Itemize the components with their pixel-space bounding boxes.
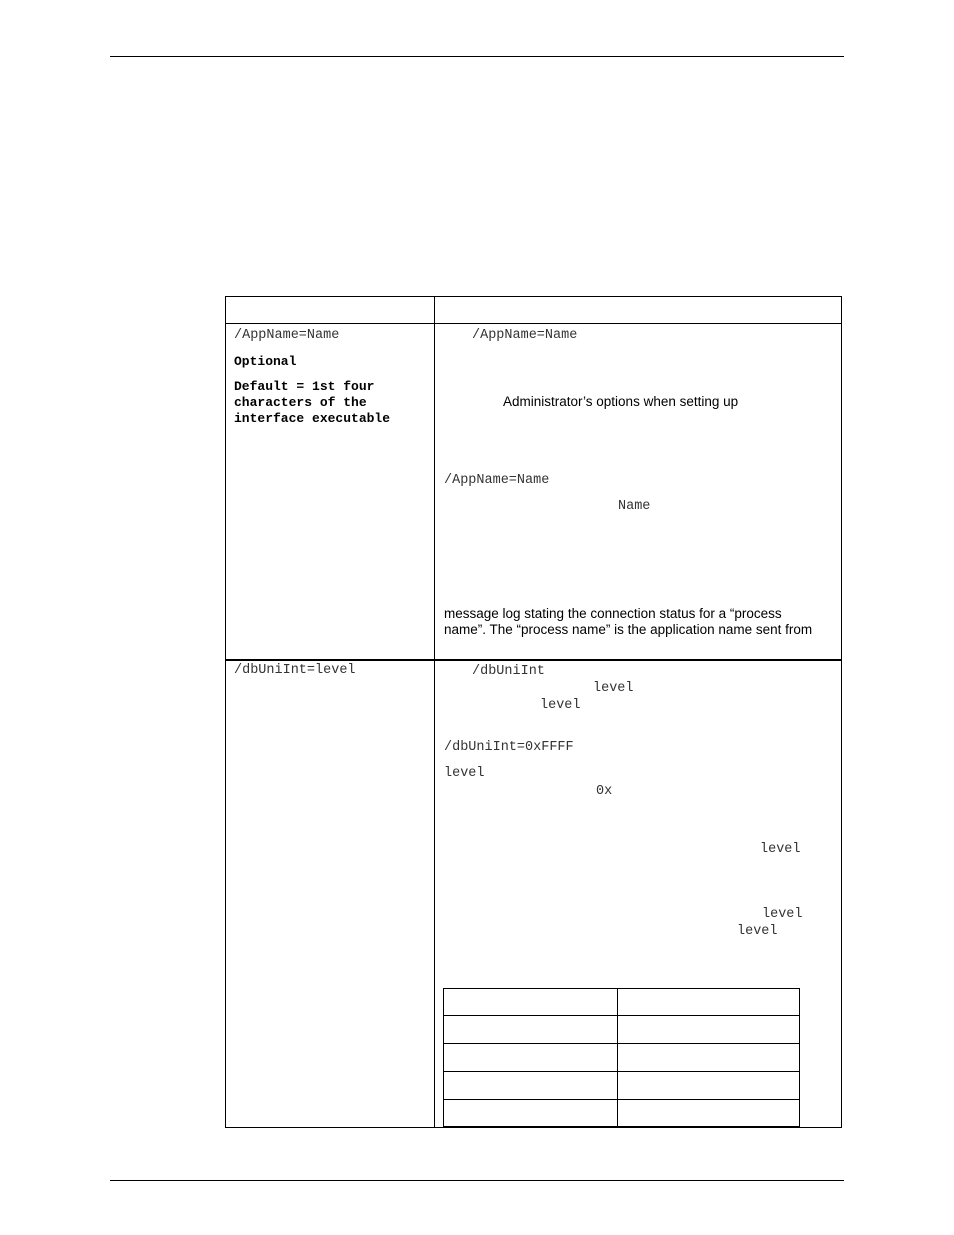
level-table-border (443, 1015, 800, 1016)
header-rule (110, 56, 844, 57)
table-row-divider (225, 659, 842, 661)
level-table-border (443, 1043, 800, 1044)
description-admin-text: Administrator’s options when setting up (503, 394, 739, 409)
footer-rule (110, 1180, 844, 1181)
table-column-divider (434, 296, 435, 1128)
level-table-border (443, 988, 800, 989)
level-table-border (443, 1126, 800, 1127)
table-left-border (225, 296, 226, 1128)
table-right-border (841, 296, 842, 1128)
level-table-column-divider (617, 988, 618, 1127)
description-log-line-1: message log stating the connection status for a “process (444, 606, 782, 621)
table-bottom-border (225, 1127, 842, 1128)
description-level-ref-4: level (760, 842, 801, 857)
description-example: /dbUniInt=0xFFFF (444, 740, 574, 755)
description-param-ref: /AppName=Name (472, 328, 578, 343)
table-header-border (225, 323, 842, 324)
default-line-1: Default = 1st four (234, 379, 375, 394)
level-table-border (443, 1071, 800, 1072)
description-level-ref-1: level (593, 681, 634, 696)
default-line-3: interface executable (234, 411, 391, 426)
level-table-border (443, 1099, 800, 1100)
description-level-ref-5: level (762, 907, 803, 922)
parameter-name: /dbUniInt=level (234, 663, 356, 678)
description-level-ref-3: level (444, 766, 485, 781)
description-level-ref-6: level (737, 924, 778, 939)
description-name-ref: Name (618, 499, 651, 514)
level-table-right-border (799, 988, 800, 1127)
optional-label: Optional (234, 354, 297, 369)
parameter-name: /AppName=Name (234, 328, 340, 343)
description-param-ref-2: /AppName=Name (444, 473, 550, 488)
description-param-ref: /dbUniInt (472, 664, 545, 679)
level-table-left-border (443, 988, 444, 1127)
default-line-2: characters of the (234, 395, 367, 410)
description-hex-prefix: 0x (596, 784, 613, 799)
description-log-line-2: name”. The “process name” is the application name sent from (444, 622, 813, 637)
description-level-ref-2: level (540, 698, 581, 713)
table-top-border (225, 296, 842, 297)
